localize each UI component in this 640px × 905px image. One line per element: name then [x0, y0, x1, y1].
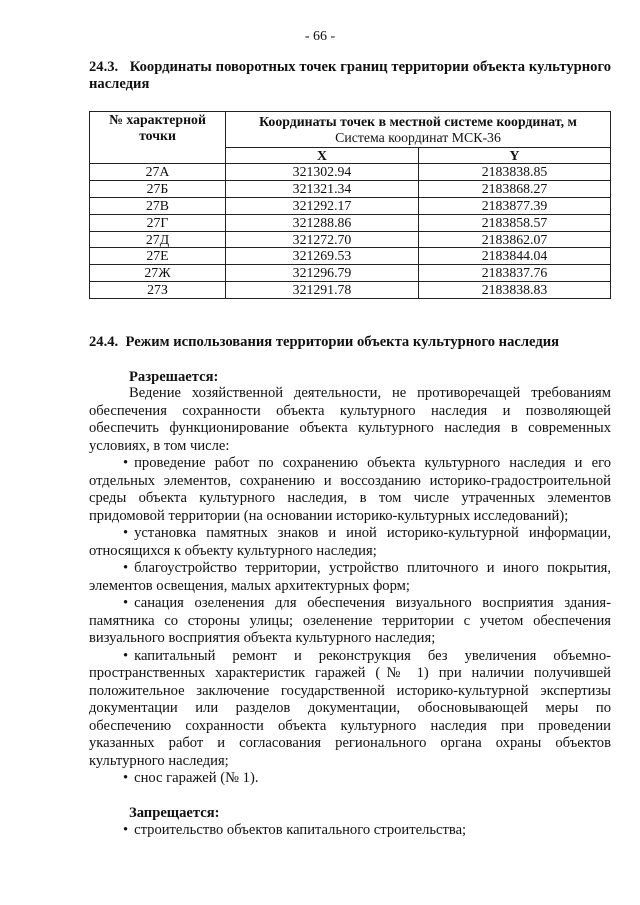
list-item: [89, 595, 611, 648]
list-item-text: капитальный ремонт и реконструкция без увеличения объемно-пространственных характеристик гаражей (№ 1) при наличии получившей положительное заключение государственной историко-культурной экспертизы документации или разделов документации, обосновывающей меры по обеспечению сохранности объекта культурного наследия при проведении указанных работ и согласования регионального органа охраны объектов культурного наследия;: [89, 647, 611, 769]
list-item-text: проведение работ по сохранению объекта культурного наследия и его отдельных элементов, сохранению и воссозданию историко-градостроительной среды объекта культурного наследия, в том числе утраченных элементов придомовой территории (на основании историко-культурных исследований);: [89, 455, 611, 524]
cell-y: 2183844.04: [419, 248, 611, 265]
list-item: [89, 560, 611, 595]
cell-y: 2183838.85: [419, 164, 611, 181]
table-row: [90, 231, 611, 248]
section-24-4-heading: [89, 334, 559, 351]
bullet-icon: •: [123, 525, 129, 541]
section-24-3-number: 24.3.: [89, 59, 119, 75]
header-coords-title: Координаты точек в местной системе координат, м: [259, 114, 577, 129]
header-x: X: [226, 147, 419, 164]
list-item-text: благоустройство территории, устройство плиточного и иного покрытия, элементов освещения, малых архитектурных форм;: [89, 560, 611, 594]
cell-x: 321288.86: [226, 214, 419, 231]
cell-point: 27Ж: [90, 265, 226, 282]
bullet-icon: •: [123, 560, 129, 576]
section-24-3-title: Координаты поворотных точек границ территории объекта культурного наследия: [89, 59, 611, 92]
table-row: [90, 197, 611, 214]
header-coords: [226, 112, 611, 148]
list-item: [89, 648, 611, 771]
cell-x: 321292.17: [226, 197, 419, 214]
allowed-body: [89, 385, 611, 788]
forbidden-list: [89, 822, 611, 840]
cell-x: 321296.79: [226, 265, 419, 282]
bullet-icon: •: [123, 647, 129, 664]
section-24-4-title: Режим использования территории объекта культурного наследия: [125, 334, 560, 350]
cell-y: 2183877.39: [419, 197, 611, 214]
list-item: [89, 455, 611, 525]
cell-point: 27З: [90, 281, 226, 298]
bullet-icon: •: [123, 770, 129, 786]
cell-point: 27Д: [90, 231, 226, 248]
list-item-text: установка памятных знаков и иной историко-культурной информации, относящихся к объекту культурного наследия;: [89, 525, 611, 559]
cell-y: 2183862.07: [419, 231, 611, 248]
bullet-icon: •: [123, 822, 129, 838]
cell-x: 321269.53: [226, 248, 419, 265]
page-number: - 66 -: [304, 29, 336, 44]
cell-y: 2183858.57: [419, 214, 611, 231]
cell-point: 27А: [90, 164, 226, 181]
cell-point: 27Е: [90, 248, 226, 265]
cell-x: 321291.78: [226, 281, 419, 298]
table-row: [90, 214, 611, 231]
table-row: [90, 181, 611, 198]
list-item-text: строительство объектов капитального строительства;: [134, 822, 467, 838]
cell-y: 2183837.76: [419, 265, 611, 282]
cell-x: 321272.70: [226, 231, 419, 248]
bullet-icon: •: [123, 455, 129, 471]
allowed-heading: Разрешается:: [129, 369, 219, 385]
table-row: [90, 265, 611, 282]
table-row: [90, 164, 611, 181]
bullet-icon: •: [123, 595, 129, 611]
allowed-intro: Ведение хозяйственной деятельности, не противоречащей требованиям обеспечения сохранности объекта культурного наследия и позволяющей обеспечить функционирование объекта культурного наследия в современных условиях, в том числе:: [89, 385, 611, 454]
coordinates-table: [89, 111, 611, 299]
list-item-text: санация озеленения для обеспечения визуального восприятия здания-памятника со стороны улицы; озеленение территории с учетом обеспечения визуального восприятия объекта культурного наследия;: [89, 595, 611, 646]
cell-x: 321321.34: [226, 181, 419, 198]
table-row: [90, 248, 611, 265]
section-24-4-number: 24.4.: [89, 334, 119, 350]
header-y: Y: [419, 147, 611, 164]
list-item: [89, 525, 611, 560]
header-point: № характерной точки: [90, 112, 226, 164]
cell-point: 27В: [90, 197, 226, 214]
list-item: [89, 770, 611, 788]
section-24-3-heading: [89, 59, 611, 93]
cell-point: 27Г: [90, 214, 226, 231]
table-row: [90, 281, 611, 298]
table-body: [90, 164, 611, 298]
cell-y: 2183838.83: [419, 281, 611, 298]
forbidden-heading: Запрещается:: [129, 805, 220, 821]
list-item: [89, 822, 611, 840]
cell-point: 27Б: [90, 181, 226, 198]
header-system: Система координат МСК-36: [335, 129, 501, 145]
list-item-text: снос гаражей (№ 1).: [134, 770, 259, 786]
cell-y: 2183868.27: [419, 181, 611, 198]
allowed-list: [89, 455, 611, 788]
forbidden-body: [89, 822, 611, 840]
cell-x: 321302.94: [226, 164, 419, 181]
